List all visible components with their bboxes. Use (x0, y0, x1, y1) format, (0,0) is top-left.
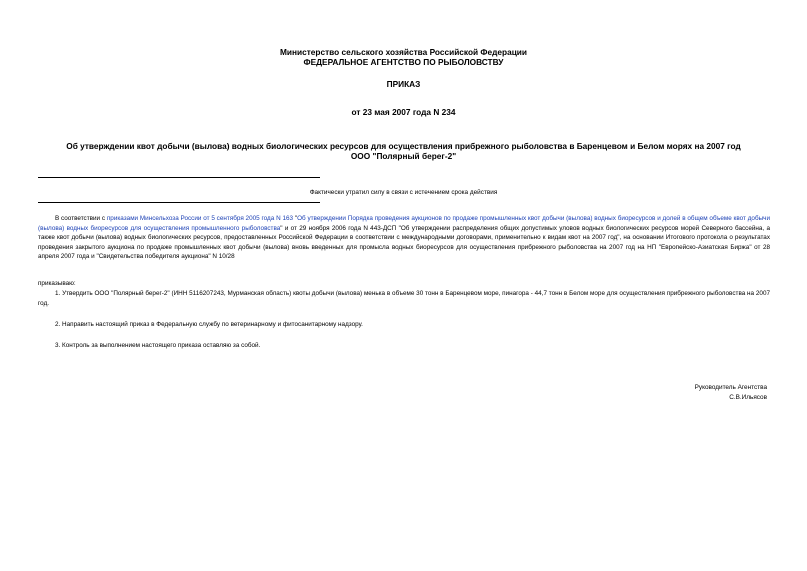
document-date-number: от 23 мая 2007 года N 234 (351, 107, 456, 117)
order-item-2: 2. Направить настоящий приказ в Федеральную службу по ветеринарному и фитосанитарному надзору. (55, 321, 363, 328)
signature-position: Руководитель Агентства (694, 384, 767, 391)
preamble-text-2: " (293, 215, 298, 222)
separator-line-top (38, 177, 320, 178)
agency-name: ФЕДЕРАЛЬНОЕ АГЕНТСТВО ПО РЫБОЛОВСТВУ (303, 57, 504, 67)
ministry-name: Министерство сельского хозяйства Российской Федерации (280, 47, 527, 57)
document-title: Об утверждении квот добычи (вылова) водных биологических ресурсов для осуществления прибрежного рыболовства в Баренцевом и Белом морях на 2007 год (66, 141, 741, 151)
order-word: приказываю: (38, 280, 76, 287)
preamble-text-3: " и от 29 ноября 2006 года N 443-ДСП "Об утверждении распределения общих допустимых уловов водных биологических ресурсов морей Северного бассейна, а также квот добычи (вылова) водных биологических ресурсов, предоставленных Российской Федерации в соответствии с международными договорами, применительно к видам квот на 2007 год", на основании Итогового протокола о результатах проведения закрытого аукциона по продаже промышленных квот добычи (вылова) вновь введенных для промысла водных биоресурсов для осуществления прибрежного рыболовства на 2007 год на НП "Европейско-Азиатская Биржа" от 28 апреля 2007 года и "Свидетельства победителя аукциона" N 10/28 (38, 224, 770, 261)
order-item-1: 1. Утвердить ООО "Полярный берег-2" (ИНН 5116207243, Мурманская область) квоты добычи (вылова) менька в объеме 30 тонн в Баренцевом море, пинагора - 44,7 тонн в Белом море для осуществления прибрежного рыболовства на 2007 год. (38, 290, 770, 307)
order-item-3: 3. Контроль за выполнением настоящего приказа оставляю за собой. (55, 342, 261, 349)
auction-procedure-link[interactable]: Об утверждении Порядка проведения аукционов по продаже промышленных квот добычи (вылова) водных биоресурсов и долей в общем объеме квот добычи (вылова) водных биоресурсов для осуществления промышленного рыболовства (38, 215, 770, 232)
separator-line-bottom (38, 202, 320, 203)
signature-name: С.В.Ильясов (729, 394, 767, 401)
status-note: Фактически утратил силу в связи с истечением срока действия (309, 189, 498, 196)
ministry-order-link[interactable]: приказами Минсельхоза России от 5 сентября 2005 года N 163 (106, 215, 294, 222)
document-type: ПРИКАЗ (386, 79, 421, 89)
preamble-text-1: В соответствии с (55, 215, 107, 222)
document-title-company: ООО "Полярный берег-2" (350, 151, 457, 161)
preamble-paragraph (38, 214, 770, 262)
